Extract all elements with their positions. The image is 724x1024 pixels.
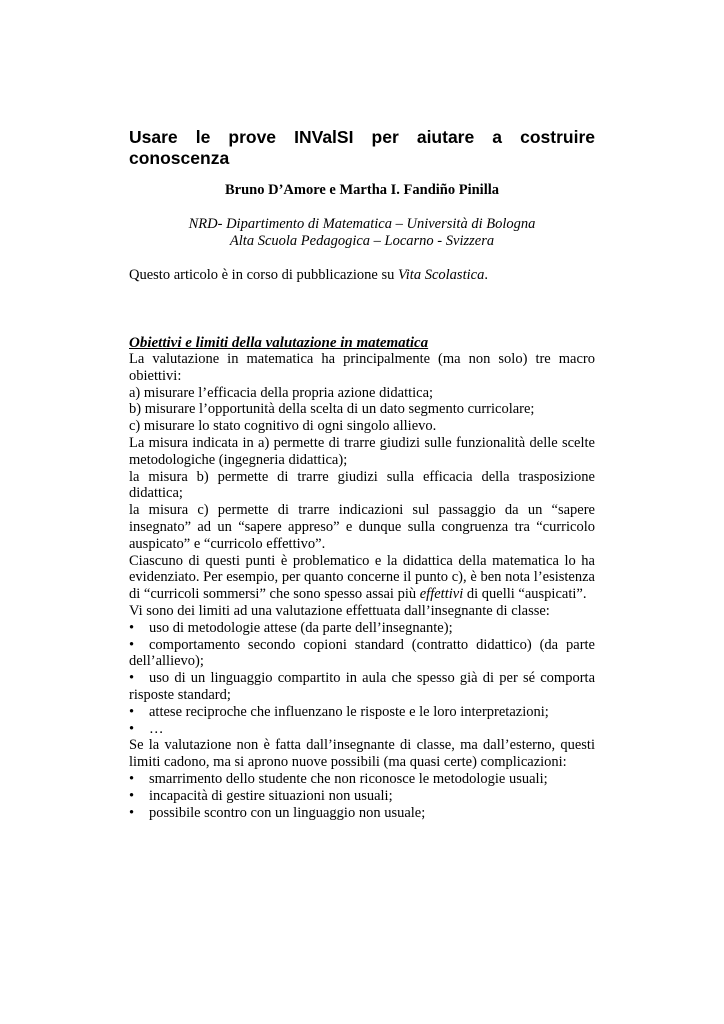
journal-name: Vita Scolastica bbox=[398, 267, 485, 283]
publication-note bbox=[129, 267, 595, 284]
affiliation bbox=[129, 216, 595, 250]
paragraph: La misura indicata in a) permette di trarre giudizi sulle funzionalità delle scelte metodologiche (ingegneria didattica); bbox=[129, 434, 595, 468]
publication-note-suffix: . bbox=[484, 267, 488, 283]
bullet-item: • attese reciproche che influenzano le risposte e le loro interpretazioni; bbox=[129, 704, 595, 721]
bullet-item: • uso di un linguaggio compartito in aula che spesso già di per sé comporta risposte standard; bbox=[129, 670, 595, 704]
affiliation-line-1: NRD- Dipartimento di Matematica – Università di Bologna bbox=[188, 216, 536, 232]
objective-item: b) misurare l’opportunità della scelta di un dato segmento curricolare; bbox=[129, 401, 535, 418]
paragraph: la misura c) permette di trarre indicazioni sul passaggio da un “sapere insegnato” ad un “sapere appreso” e dunque sulla congruenza tra “curricolo auspicato” e “curricolo effettivo”. bbox=[129, 502, 595, 552]
bullet-item: • uso di metodologie attese (da parte dell’insegnante); bbox=[129, 620, 595, 637]
section-body bbox=[129, 351, 595, 821]
publication-note-prefix: Questo articolo è in corso di pubblicazione su bbox=[129, 267, 398, 283]
affiliation-line-2: Alta Scuola Pedagogica – Locarno - Svizzera bbox=[229, 233, 495, 249]
bullet-item: • comportamento secondo copioni standard (contratto didattico) (da parte dell’allievo); bbox=[129, 637, 595, 671]
paragraph bbox=[129, 553, 595, 603]
document-title: Usare le prove INValSI per aiutare a costruire conoscenza bbox=[129, 127, 595, 168]
bullet-item: • possibile scontro con un linguaggio non usuale; bbox=[129, 805, 595, 822]
paragraph-text: Ciascuno di questi punti è problematico e la didattica della matematica lo ha evidenziato. Per esempio, per quanto concerne il punto c), è ben nota l’esistenza di “curricoli sommersi” che sono spesso assai più bbox=[129, 552, 595, 603]
emphasis-text: effettivi bbox=[419, 586, 464, 603]
bullet-item: • smarrimento dello studente che non riconosce le metodologie usuali; bbox=[129, 771, 595, 788]
objective-item: c) misurare lo stato cognitivo di ogni singolo allievo. bbox=[129, 418, 437, 435]
section-heading: Obiettivi e limiti della valutazione in matematica bbox=[129, 335, 429, 351]
objective-item: a) misurare l’efficacia della propria azione didattica; bbox=[129, 384, 434, 401]
bullet-item: • incapacità di gestire situazioni non usuali; bbox=[129, 788, 595, 805]
paragraph: La valutazione in matematica ha principalmente (ma non solo) tre macro obiettivi: bbox=[129, 351, 595, 384]
paragraph: Se la valutazione non è fatta dall’insegnante di classe, ma dall’esterno, questi limiti cadono, ma si aprono nuove possibili (ma quasi certe) complicazioni: bbox=[129, 737, 595, 771]
authors: Bruno D’Amore e Martha I. Fandiño Pinilla bbox=[224, 182, 500, 198]
paragraph: la misura b) permette di trarre giudizi sulla efficacia della trasposizione didattica; bbox=[129, 468, 595, 502]
paragraph-text: di quelli “auspicati”. bbox=[463, 586, 587, 603]
bullet-item: • … bbox=[129, 721, 595, 738]
paragraph: Vi sono dei limiti ad una valutazione effettuata dall’insegnante di classe: bbox=[129, 602, 550, 619]
